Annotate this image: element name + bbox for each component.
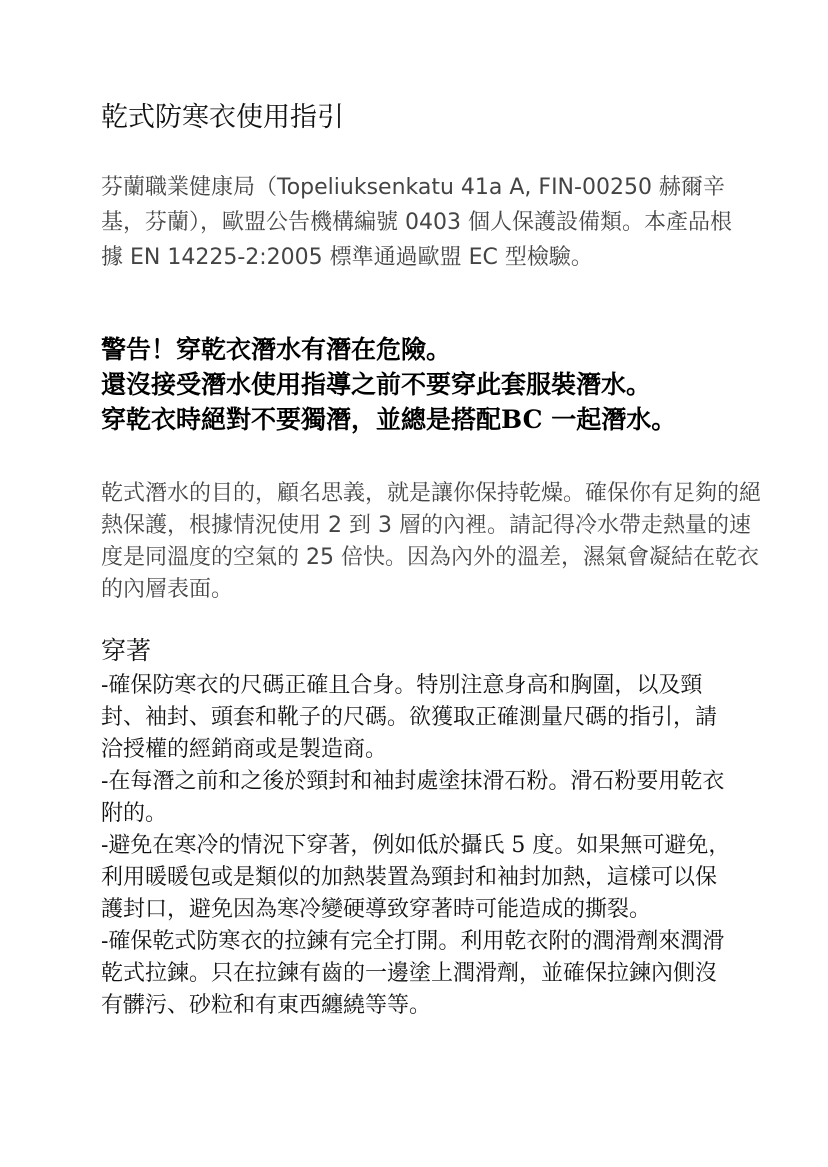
document-title: 乾式防寒衣使用指引 (101, 102, 344, 133)
warning-block (101, 332, 801, 437)
warning-line: 穿乾衣時絕對不要獨潛，並總是搭配BC 一起潛水。 (101, 405, 677, 434)
certification-paragraph: 芬蘭職業健康局（Topeliuksenkatu 41a A, FIN-00250 赫爾辛基，芬蘭），歐盟公告機構編號 0403 個人保護設備類。本產品根據 EN 14225-2:2005 標準通過歐盟 EC 型檢驗。 (101, 175, 732, 270)
warning-line: 警告！穿乾衣潛水有潛在危險。 (101, 335, 452, 364)
purpose-paragraph: 乾式潛水的目的，顧名思義，就是讓你保持乾燥。確保你有足夠的絕熱保護，根據情況使用 2 到 3 層的內裡。請記得冷水帶走熱量的速度是同溫度的空氣的 25 倍快。因為內外的溫差，濕氣會凝結在乾衣的內層表面。 (101, 481, 762, 602)
warning-line: 還沒接受潛水使用指導之前不要穿此套服裝潛水。 (101, 370, 652, 399)
donning-instructions: -確保防寒衣的尺碼正確且合身。特別注意身高和胸圍，以及頸封、袖封、頭套和靴子的尺碼。欲獲取正確測量尺碼的指引，請洽授權的經銷商或是製造商。 -在每潛之前和之後於頸封和袖封處塗抹滑石粉。滑石粉要用乾衣附的。 -避免在寒冷的情況下穿著，例如低於攝氏 5 度。如果無可避免，利用暖暖包或是類似的加熱裝置為頸封和袖封加熱，這樣可以保護封口，避免因為寒冷變硬導致穿著時可能造成的撕裂。 -確保乾式防寒衣的拉鍊有完全打開。利用乾衣附的潤滑劑來潤滑乾式拉鍊。只在拉鍊有齒的一邊塗上潤滑劑，並確保拉鍊內側沒有髒污、砂粒和有東西纏繞等等。 (101, 673, 731, 1018)
section-heading-donning: 穿著 (101, 636, 152, 665)
